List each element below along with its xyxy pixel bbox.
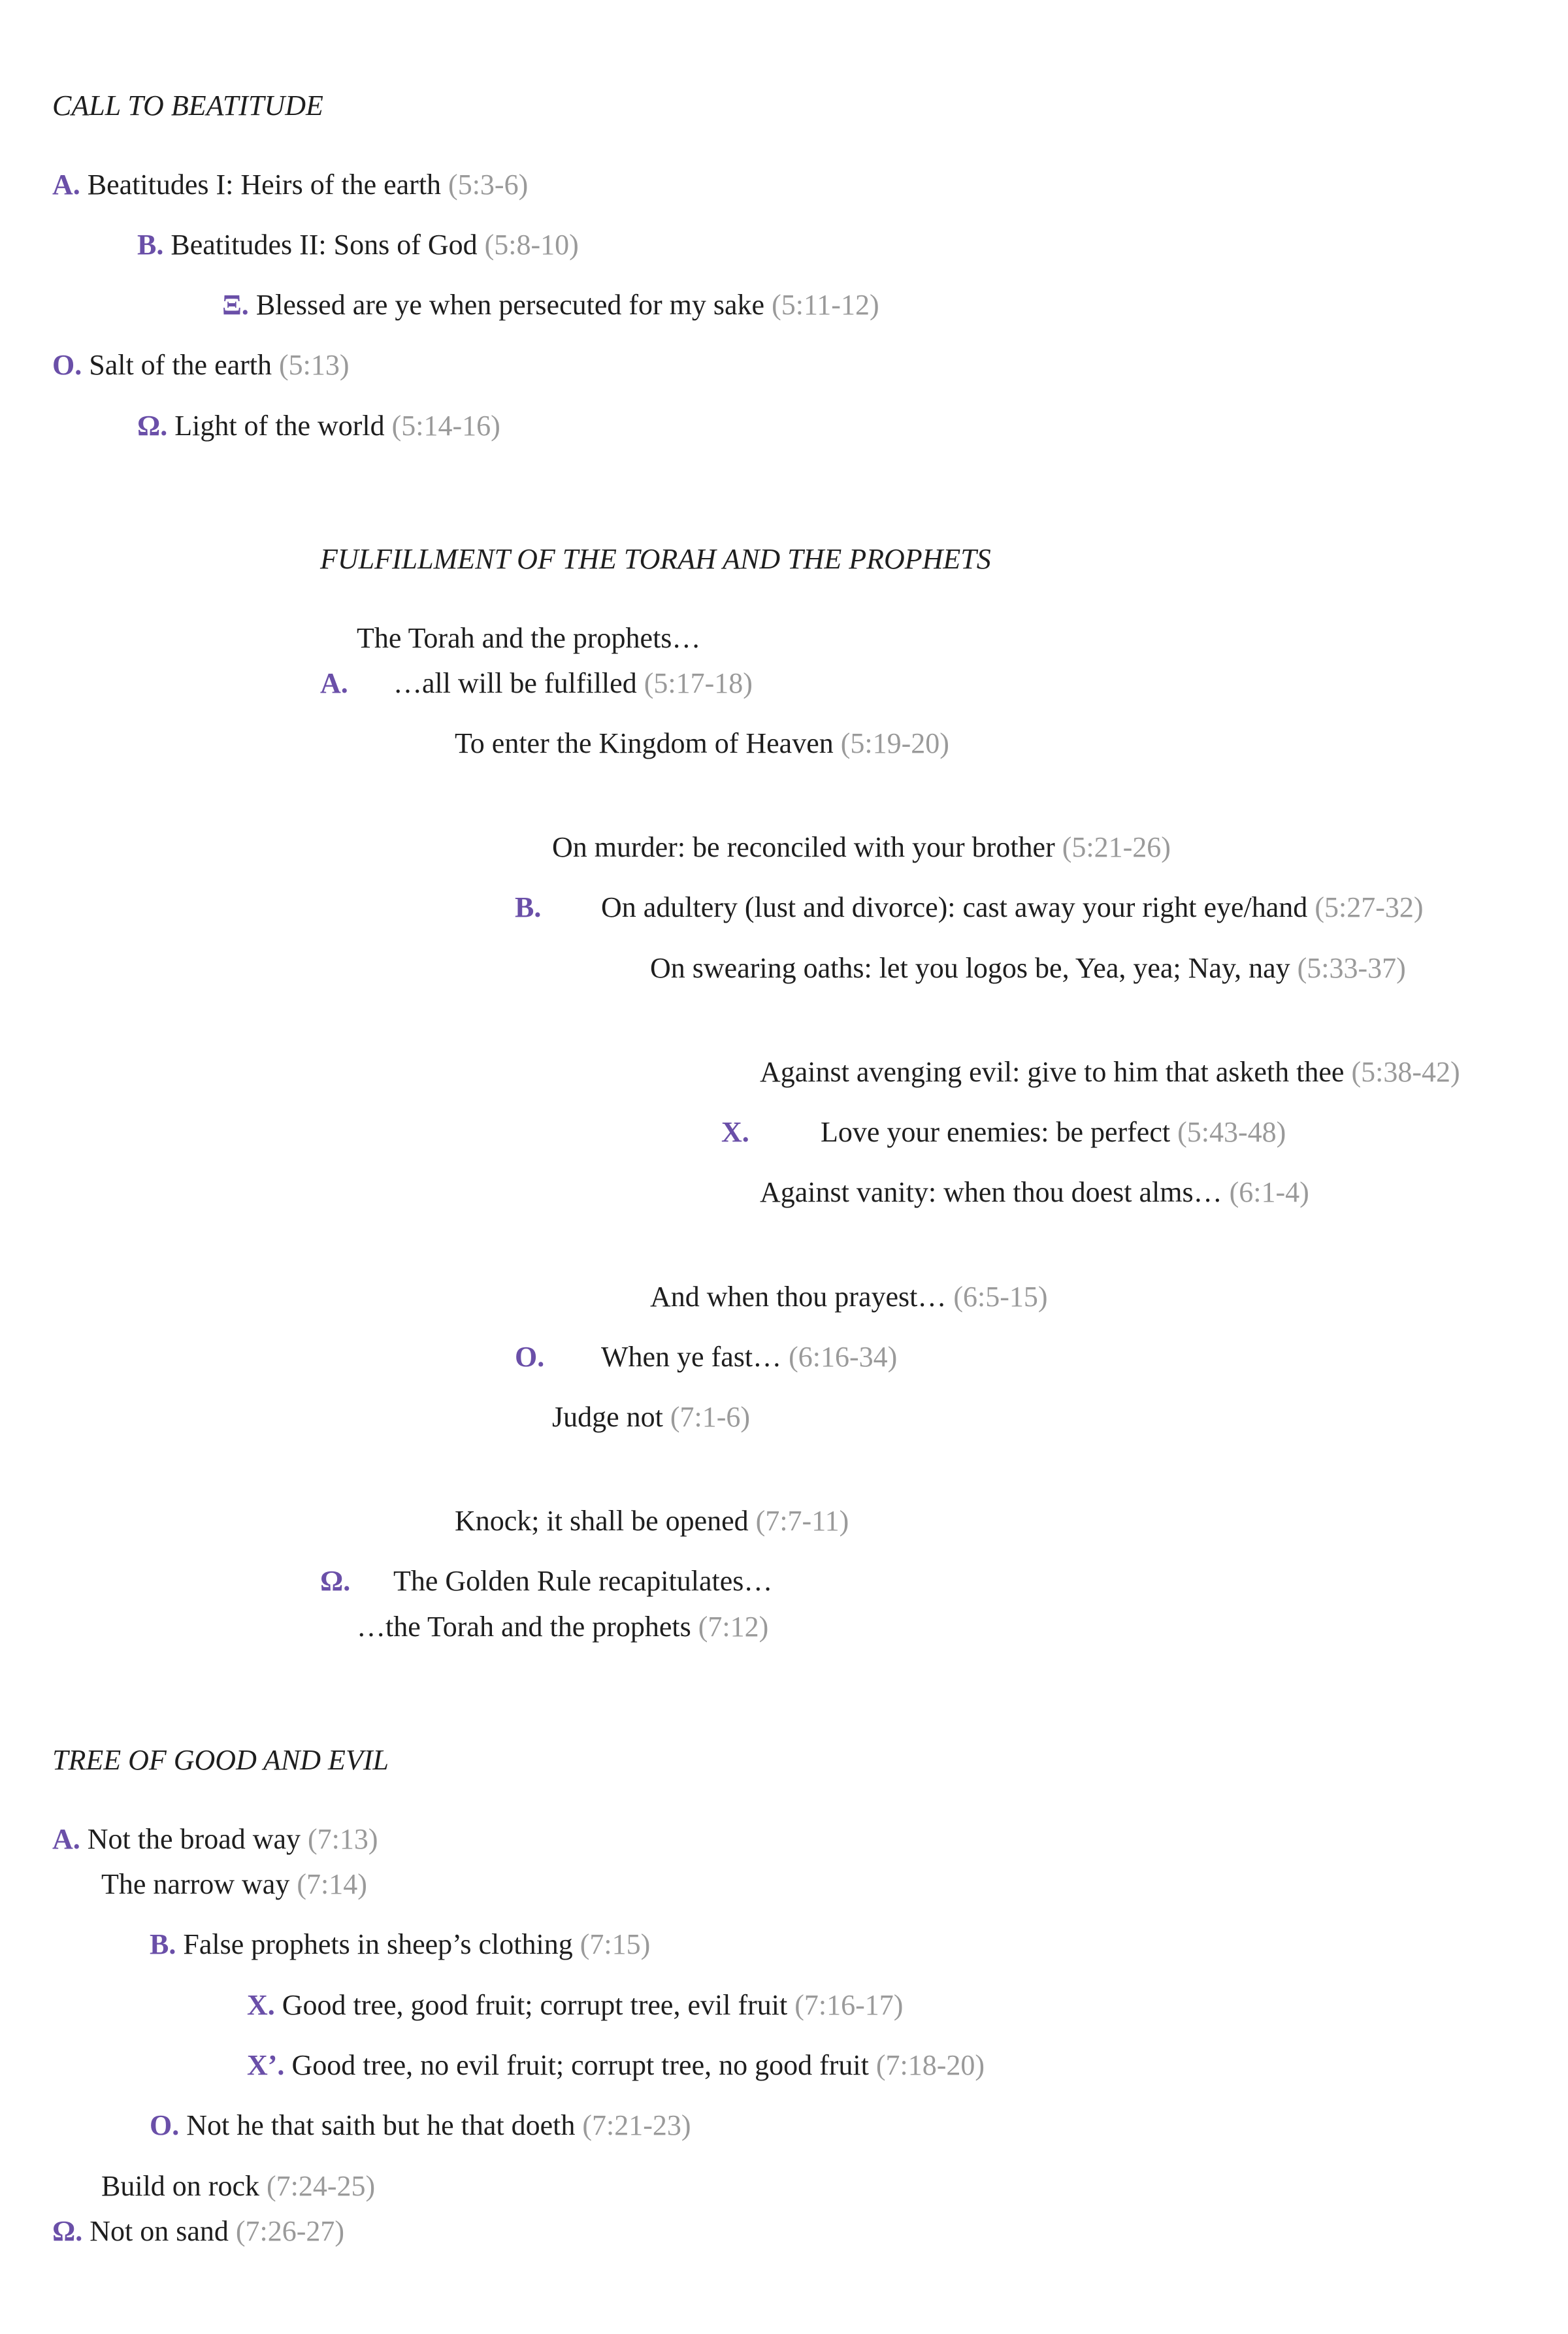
verse-reference: (7:16-17) [794, 1989, 904, 2021]
outline-line [393, 665, 753, 702]
outline-item [222, 287, 879, 323]
verse-reference: (5:17-18) [644, 667, 753, 699]
line-text: …the Torah and the prophets [357, 1611, 691, 1643]
outline-item [52, 1821, 378, 1858]
line-text: On murder: be reconciled with your brother [552, 831, 1055, 863]
line-text: The Golden Rule recapitulates… [393, 1565, 773, 1597]
line-text: When ye fast… [601, 1341, 782, 1373]
item-letter: O. [150, 2109, 180, 2141]
item-letter: X. [247, 1989, 275, 2021]
item-text: Blessed are ye when persecuted for my sake [255, 289, 765, 321]
line-text: Love your enemies: be perfect [821, 1116, 1171, 1148]
verse-reference: (6:1-4) [1229, 1176, 1309, 1208]
item-letter: Ξ. [222, 289, 249, 321]
verse-reference: (7:13) [308, 1823, 378, 1855]
section-heading-tree-of-good-and-evil: TREE OF GOOD AND EVIL [52, 1744, 389, 1776]
item-text: False prophets in sheep’s clothing [183, 1928, 573, 1960]
item-letter: B. [137, 229, 164, 261]
verse-reference: (5:27-32) [1315, 891, 1424, 923]
verse-reference: (7:26-27) [235, 2215, 345, 2247]
chiasm-letter-x: X. [721, 1116, 749, 1148]
outline-item [150, 1926, 650, 1963]
outline-item [52, 347, 350, 384]
verse-reference: (5:13) [279, 349, 350, 381]
item-text: Good tree, no evil fruit; corrupt tree, no good fruit [291, 2049, 869, 2081]
item-letter: B. [150, 1928, 176, 1960]
verse-reference: (7:1-6) [670, 1401, 751, 1433]
line-text: …all will be fulfilled [393, 667, 637, 699]
item-text: Not the broad way [87, 1823, 301, 1855]
item-letter: X’. [247, 2049, 285, 2081]
chiasm-letter-a: A. [320, 667, 348, 699]
outline-line [601, 889, 1424, 926]
outline-line [393, 1563, 772, 1600]
outline-line [455, 1503, 849, 1539]
verse-reference: (5:8-10) [484, 229, 579, 261]
outline-line [357, 1609, 768, 1645]
outline-line [552, 829, 1171, 866]
outline-item [101, 2168, 375, 2205]
item-letter: Ω. [137, 410, 168, 442]
item-text: Build on rock [101, 2170, 259, 2202]
chiasm-letter-omega: Ω. [320, 1565, 351, 1597]
outline-line [650, 1279, 1048, 1315]
outline-line [552, 1399, 750, 1436]
verse-reference: (5:21-26) [1062, 831, 1171, 863]
outline-item [150, 2107, 691, 2144]
verse-reference: (5:43-48) [1177, 1116, 1286, 1148]
outline-item [101, 1866, 367, 1903]
item-text: Beatitudes I: Heirs of the earth [87, 169, 442, 201]
verse-reference: (7:24-25) [266, 2170, 376, 2202]
item-text: Good tree, good fruit; corrupt tree, evil fruit [282, 1989, 788, 2021]
chiasm-letter-b: B. [515, 891, 542, 923]
outline-item [247, 1987, 903, 2024]
line-text: On adultery (lust and divorce): cast away your right eye/hand [601, 891, 1308, 923]
verse-reference: (5:11-12) [772, 289, 879, 321]
outline-line [760, 1174, 1309, 1211]
outline-item [52, 2213, 344, 2250]
outline-item [137, 227, 579, 263]
verse-reference: (7:15) [580, 1928, 651, 1960]
verse-reference: (7:14) [297, 1868, 367, 1900]
item-letter: A. [52, 169, 80, 201]
outline-line [601, 1339, 897, 1375]
item-letter: Ω. [52, 2215, 83, 2247]
verse-reference: (6:16-34) [789, 1341, 898, 1373]
item-text: Salt of the earth [89, 349, 272, 381]
chiasm-letter-o: O. [515, 1341, 545, 1373]
line-text: Judge not [552, 1401, 663, 1433]
verse-reference: (7:7-11) [755, 1505, 849, 1537]
verse-reference: (5:33-37) [1297, 952, 1406, 984]
line-text: To enter the Kingdom of Heaven [455, 727, 834, 759]
item-text: Not on sand [90, 2215, 229, 2247]
verse-reference: (6:5-15) [953, 1281, 1048, 1313]
verse-reference: (5:14-16) [391, 410, 500, 442]
outline-line [821, 1114, 1286, 1151]
line-text: On swearing oaths: let you logos be, Yea, yea; Nay, nay [650, 952, 1290, 984]
outline-item [247, 2047, 985, 2084]
line-text: Against vanity: when thou doest alms… [760, 1176, 1222, 1208]
line-text: And when thou prayest… [650, 1281, 947, 1313]
verse-reference: (5:38-42) [1351, 1056, 1460, 1088]
line-text: Knock; it shall be opened [455, 1505, 749, 1537]
item-letter: O. [52, 349, 82, 381]
verse-reference: (5:19-20) [840, 727, 949, 759]
section-heading-call-to-beatitude: CALL TO BEATITUDE [52, 90, 323, 122]
item-text: Not he that saith but he that doeth [186, 2109, 576, 2141]
line-text: Against avenging evil: give to him that asketh thee [760, 1056, 1345, 1088]
outline-line [760, 1054, 1460, 1091]
item-letter: A. [52, 1823, 80, 1855]
outline-line [455, 725, 949, 762]
verse-reference: (7:18-20) [875, 2049, 985, 2081]
item-text: Light of the world [174, 410, 385, 442]
outline-line [357, 620, 700, 657]
verse-reference: (7:21-23) [582, 2109, 691, 2141]
line-text: The Torah and the prophets… [357, 622, 701, 654]
verse-reference: (7:12) [698, 1611, 769, 1643]
outline-item [137, 408, 500, 444]
outline-item [52, 167, 528, 203]
section-heading-fulfillment: FULFILLMENT OF THE TORAH AND THE PROPHETS [320, 543, 991, 575]
outline-line [650, 950, 1406, 987]
verse-reference: (5:3-6) [448, 169, 529, 201]
item-text: The narrow way [101, 1868, 290, 1900]
item-text: Beatitudes II: Sons of God [171, 229, 478, 261]
